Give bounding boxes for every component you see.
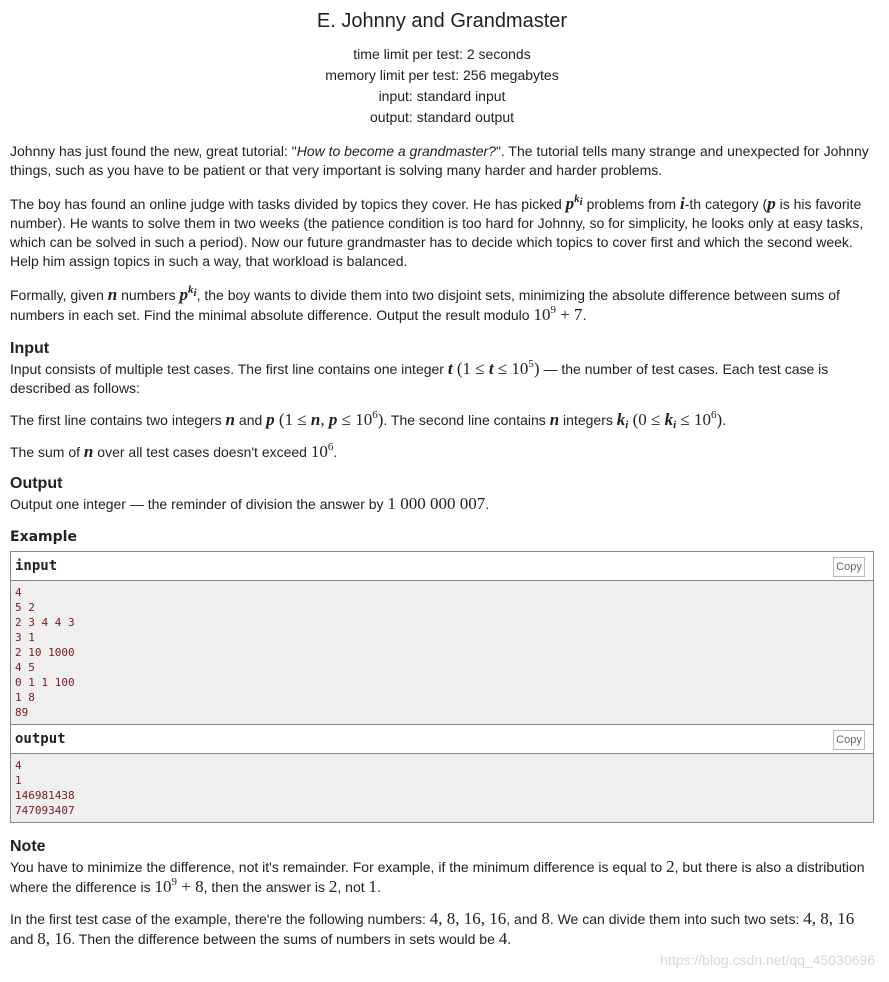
math-p: p bbox=[767, 194, 776, 213]
output-paragraph: Output one integer — the reminder of division the answer by 1 000 000 007. bbox=[10, 494, 490, 513]
sample-input-line: 3 1 bbox=[15, 631, 35, 644]
sample-test-box bbox=[10, 551, 874, 823]
math-p-pow-k: $p^{k_i}$ bbox=[179, 284, 197, 304]
legend-paragraph-2: The boy has found an online judge with tasks divided by topics they cover. He has picked $p^{k_i}$ problems from i-th category (p is his favorite number). He wants to solve them in two weeks (the patience condition is too hard for Johnny, so for simplicity, he looks only at easy tasks, which can be solved in such a period). Now our future grandmaster has to decide which topics to cover first and which the second week. Help him assign topics in such a way, that workload is balanced. bbox=[10, 193, 864, 269]
math-n: n bbox=[83, 442, 94, 461]
sample-output-line: 747093407 bbox=[15, 804, 75, 817]
math-eight: 8 bbox=[541, 909, 550, 928]
math-modulo: $10^9 + 7$ bbox=[533, 304, 583, 324]
sample-input-line: 4 bbox=[15, 586, 22, 599]
math-set-1: 4, 8, 16 bbox=[803, 909, 855, 928]
math-i: i bbox=[679, 194, 685, 213]
problem-header bbox=[10, 0, 874, 128]
math-big-diff: $10^9 + 8$ bbox=[154, 876, 204, 896]
output-label: output bbox=[15, 731, 66, 747]
math-set-2: 8, 16 bbox=[37, 929, 72, 948]
sample-input-line: 1 8 bbox=[15, 691, 35, 704]
output-specification bbox=[10, 474, 874, 514]
math-two: 2 bbox=[666, 857, 675, 876]
sample-output-line: 4 bbox=[15, 759, 22, 772]
output-section-title: Output bbox=[10, 475, 63, 492]
sample-input-line: 89 bbox=[15, 706, 29, 719]
sample-input-line: 5 2 bbox=[15, 601, 35, 614]
note-paragraph-2: In the first test case of the example, there're the following numbers: 4, 8, 16, 16, and 8. We can divide them into such two sets: 4, 8, 16 and 8, 16. Then the difference between the sums of numbers in sets would be 4. bbox=[10, 909, 855, 948]
math-t-range: t $(1 \le t \le 10^5)$ bbox=[447, 358, 540, 378]
math-n: n bbox=[107, 285, 118, 304]
sample-input bbox=[11, 581, 873, 725]
note-section bbox=[10, 837, 874, 949]
input-label: input bbox=[15, 558, 58, 574]
input-paragraph-2: The first line contains two integers n and p (1 ≤ n, $p \le 10^6$). The second line contains n integers $k_i$ $(0 \le k_i \le 10^6)$. bbox=[10, 409, 727, 431]
input-paragraph-3: The sum of n over all test cases doesn't exceed $10^6$. bbox=[10, 441, 338, 461]
sample-input-line: 0 1 1 100 bbox=[15, 676, 75, 689]
input-specification bbox=[10, 339, 874, 462]
copy-output-button[interactable]: Copy bbox=[833, 730, 865, 750]
note-paragraph-1: You have to minimize the difference, not it's remainder. For example, if the minimum difference is equal to 2, but there is also a distribution where the difference is $10^9 + 8$, then the answer is 2, not 1. bbox=[10, 857, 865, 896]
legend-paragraph-1: Johnny has just found the new, great tutorial: "How to become a grandmaster?". The tutorial tells many strange and unexpected for Johnny things, such as you have to be patient or that very important is solving many harder and harder problems. bbox=[10, 143, 869, 178]
input-file: input: standard input bbox=[378, 88, 506, 104]
math-number-list: 4, 8, 16, 16 bbox=[429, 909, 507, 928]
sample-output-line: 1 bbox=[15, 774, 22, 787]
math-np-range: p (1 ≤ n, $p \le 10^6$) bbox=[266, 409, 384, 429]
math-one: 1 bbox=[368, 877, 378, 896]
note-title: Note bbox=[10, 838, 46, 855]
math-four: 4 bbox=[498, 929, 508, 948]
math-two: 2 bbox=[328, 877, 338, 896]
output-file: output: standard output bbox=[370, 109, 514, 125]
example-title: Example bbox=[10, 529, 77, 545]
sample-input-line: 4 5 bbox=[15, 661, 35, 674]
tutorial-title: How to become a grandmaster? bbox=[296, 143, 496, 159]
output-header bbox=[11, 725, 873, 754]
math-n: n bbox=[225, 410, 236, 429]
copy-input-button[interactable]: Copy bbox=[833, 557, 865, 577]
input-section-title: Input bbox=[10, 340, 50, 357]
watermark: https://blog.csdn.net/qq_45030696 bbox=[660, 952, 875, 968]
input-header bbox=[11, 552, 873, 581]
problem-statement bbox=[10, 0, 874, 961]
input-paragraph-1: Input consists of multiple test cases. The first line contains one integer t $(1 \le t \le 10^5)$ — the number of test cases. Each test case is described as follows: bbox=[10, 358, 829, 396]
problem-legend bbox=[10, 142, 874, 325]
math-n: n bbox=[549, 410, 560, 429]
sample-input-line: 2 10 1000 bbox=[15, 646, 75, 659]
sample-output bbox=[11, 754, 873, 822]
math-k-range: $k_i$ $(0 \le k_i \le 10^6)$ bbox=[616, 409, 723, 431]
math-p-pow-k: $p^{k_i}$ bbox=[565, 193, 583, 213]
legend-paragraph-3: Formally, given n numbers $p^{k_i}$, the boy wants to divide them into two disjoint sets, minimizing the absolute difference between sums of numbers in each set. Find the minimal absolute difference. Output the result modulo $10^9 + 7$. bbox=[10, 284, 840, 324]
sample-tests bbox=[10, 528, 874, 823]
time-limit: time limit per test: 2 seconds bbox=[353, 46, 531, 62]
math-answer-mod: 1 000 000 007 bbox=[387, 494, 486, 513]
sample-input-line: 2 3 4 4 3 bbox=[15, 616, 75, 629]
memory-limit: memory limit per test: 256 megabytes bbox=[325, 67, 559, 83]
sample-output-line: 146981438 bbox=[15, 789, 75, 802]
math-sum-bound: $10^6$ bbox=[310, 441, 334, 461]
problem-title: E. Johnny and Grandmaster bbox=[316, 10, 568, 32]
